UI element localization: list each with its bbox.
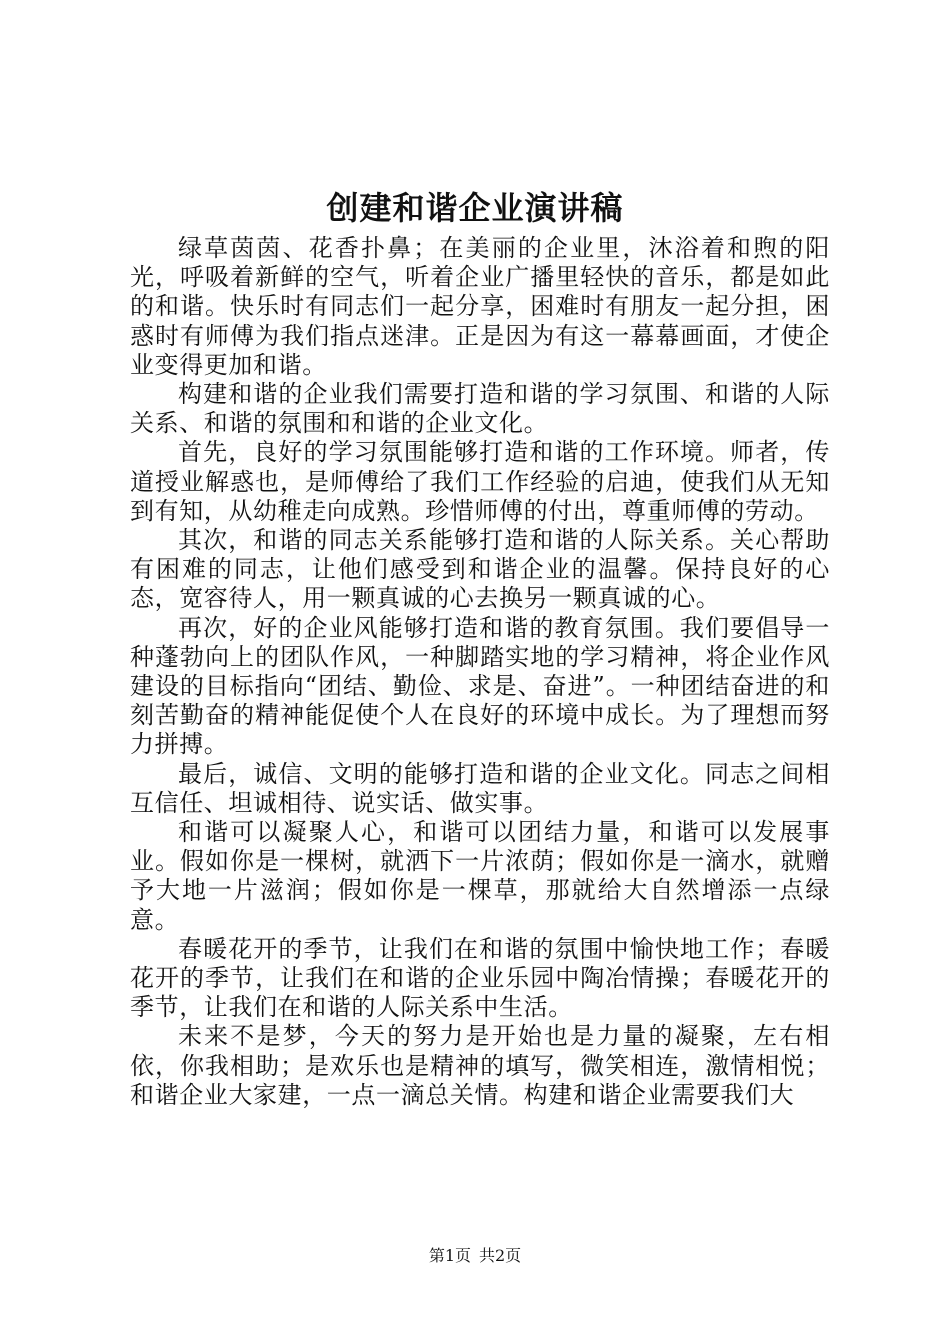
paragraph: 构建和谐的企业我们需要打造和谐的学习氛围、和谐的人际关系、和谐的氛围和和谐的企业文化。 — [130, 380, 830, 438]
paragraph: 首先，良好的学习氛围能够打造和谐的工作环境。师者，传道授业解惑也，是师傅给了我们工作经验的启迪，使我们从无知到有知，从幼稚走向成熟。珍惜师傅的付出，尊重师傅的劳动。 — [130, 438, 830, 525]
paragraph: 未来不是梦，今天的努力是开始也是力量的凝聚，左右相依，你我相助；是欢乐也是精神的填写，微笑相连，激情相悦；和谐企业大家建，一点一滴总关情。构建和谐企业需要我们大 — [130, 1022, 830, 1109]
paragraph: 绿草茵茵、花香扑鼻；在美丽的企业里，沐浴着和煦的阳光，呼吸着新鲜的空气，听着企业广播里轻快的音乐，都是如此的和谐。快乐时有同志们一起分享，困难时有朋友一起分担，困惑时有师傅为我们指点迷津。正是因为有这一幕幕画面，才使企业变得更加和谐。 — [130, 234, 830, 379]
page-number: 第1页 — [428, 1246, 471, 1265]
paragraph: 其次，和谐的同志关系能够打造和谐的人际关系。关心帮助有困难的同志，让他们感受到和谐企业的温馨。保持良好的心态，宽容待人，用一颗真诚的心去换另一颗真诚的心。 — [130, 526, 830, 613]
paragraph: 最后，诚信、文明的能够打造和谐的企业文化。同志之间相互信任、坦诚相待、说实话、做实事。 — [130, 759, 830, 817]
paragraph: 和谐可以凝聚人心，和谐可以团结力量，和谐可以发展事业。假如你是一棵树，就洒下一片浓荫；假如你是一滴水，就赠予大地一片滋润；假如你是一棵草，那就给大自然增添一点绿意。 — [130, 818, 830, 934]
paragraph: 再次，好的企业风能够打造和谐的教育氛围。我们要倡导一种蓬勃向上的团队作风，一种脚踏实地的学习精神，将企业作风建设的目标指向“团结、勤俭、求是、奋进”。一种团结奋进的和刻苦勤奋的精神能促使个人在良好的环境中成长。为了理想而努力拼搏。 — [130, 613, 830, 759]
paragraph: 春暖花开的季节，让我们在和谐的氛围中愉快地工作；春暖花开的季节，让我们在和谐的企业乐园中陶冶情操；春暖花开的季节，让我们在和谐的人际关系中生活。 — [130, 934, 830, 1022]
document-body — [130, 234, 830, 1110]
page-total: 共2页 — [479, 1246, 522, 1265]
page-footer — [0, 1245, 950, 1267]
document-title: 创建和谐企业演讲稿 — [326, 189, 624, 227]
